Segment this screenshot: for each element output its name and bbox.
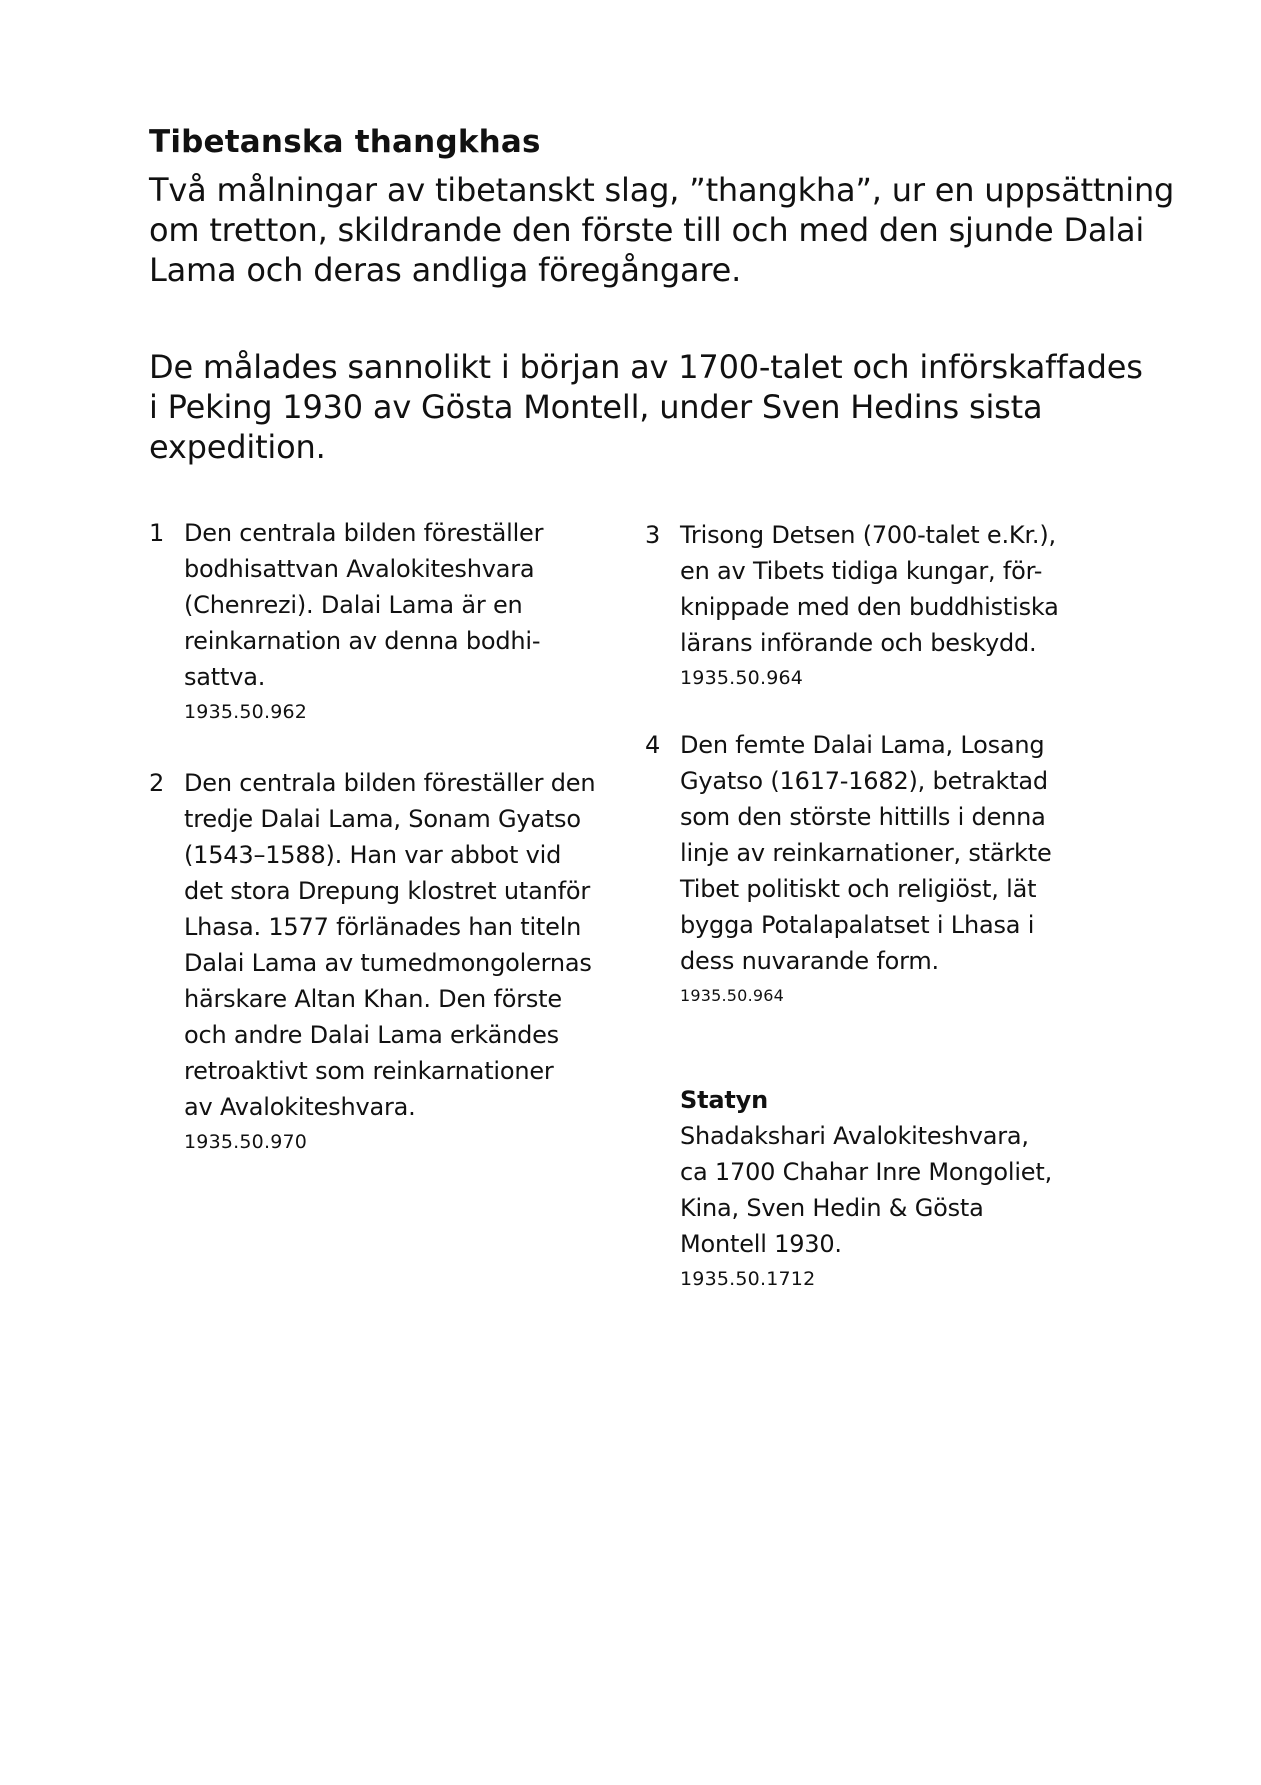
statue-line: Kina, Sven Hedin & Gösta: [680, 1194, 984, 1222]
item-line: Dalai Lama av tumedmongolernas: [184, 949, 592, 977]
item-line: Trisong Detsen (700-talet e.Kr.),: [680, 521, 1056, 549]
item-number: 1: [149, 519, 165, 547]
item-text: [184, 515, 543, 729]
catalog-number: 1935.50.964: [680, 986, 784, 1005]
item-line: retroaktivt som reinkarnationer: [184, 1057, 554, 1085]
item-3: [645, 517, 1125, 697]
item-number: 3: [645, 521, 661, 549]
intro-line: De målades sannolikt i början av 1700-talet och införskaffades: [149, 348, 1143, 386]
item-line: linje av reinkarnationer, stärkte: [680, 839, 1052, 867]
item-line: en av Tibets tidiga kungar, för-: [680, 557, 1043, 585]
item-line: det stora Drepung klostret utanför: [184, 877, 590, 905]
catalog-number: 1935.50.970: [184, 1131, 308, 1153]
statue-line: ca 1700 Chahar Inre Mongoliet,: [680, 1158, 1053, 1186]
intro-line: om tretton, skildrande den förste till och med den sjunde Dalai: [149, 211, 1145, 249]
intro-line: Lama och deras andliga föregångare.: [149, 251, 742, 289]
item-line: Gyatso (1617-1682), betraktad: [680, 767, 1048, 795]
item-line: dess nuvarande form.: [680, 947, 939, 975]
item-1: [149, 515, 629, 725]
intro-paragraph-1: [149, 170, 1175, 290]
item-line: Lhasa. 1577 förlänades han titeln: [184, 913, 582, 941]
item-line: Den centrala bilden föreställer den: [184, 769, 596, 797]
statue-heading: Statyn: [680, 1086, 768, 1114]
intro-paragraph-2: [149, 347, 1143, 467]
item-line: bodhisattvan Avalokiteshvara: [184, 555, 535, 583]
item-line: lärans införande och beskydd.: [680, 629, 1037, 657]
item-text: [680, 517, 1059, 695]
item-2: [149, 765, 629, 1165]
intro-line: expedition.: [149, 428, 326, 466]
item-line: av Avalokiteshvara.: [184, 1093, 416, 1121]
statue-line: Shadakshari Avalokiteshvara,: [680, 1122, 1029, 1150]
item-line: (1543–1588). Han var abbot vid: [184, 841, 562, 869]
item-line: Den femte Dalai Lama, Losang: [680, 731, 1045, 759]
statue-line: Montell 1930.: [680, 1230, 842, 1258]
item-line: reinkarnation av denna bodhi-: [184, 627, 541, 655]
catalog-number: 1935.50.962: [184, 701, 308, 723]
item-line: bygga Potalapalatset i Lhasa i: [680, 911, 1035, 939]
catalog-number: 1935.50.1712: [680, 1268, 816, 1290]
item-line: och andre Dalai Lama erkändes: [184, 1021, 559, 1049]
item-line: tredje Dalai Lama, Sonam Gyatso: [184, 805, 581, 833]
item-line: knippade med den buddhistiska: [680, 593, 1059, 621]
item-line: sattva.: [184, 663, 266, 691]
item-text: [680, 727, 1052, 1013]
item-line: härskare Altan Khan. Den förste: [184, 985, 562, 1013]
item-line: (Chenrezi). Dalai Lama är en: [184, 591, 523, 619]
intro-line: i Peking 1930 av Gösta Montell, under Sven Hedins sista: [149, 388, 1043, 426]
item-line: Tibet politiskt och religiöst, lät: [680, 875, 1037, 903]
intro-line: Två målningar av tibetanskt slag, ”thangkha”, ur en uppsättning: [149, 171, 1175, 209]
item-4: [645, 727, 1125, 1017]
catalog-number: 1935.50.964: [680, 667, 804, 689]
item-line: som den störste hittills i denna: [680, 803, 1046, 831]
item-number: 2: [149, 769, 165, 797]
document-title: Tibetanska thangkhas: [149, 124, 541, 160]
statue-section: [680, 1082, 1052, 1296]
item-line: Den centrala bilden föreställer: [184, 519, 544, 547]
item-text: [184, 765, 595, 1159]
item-number: 4: [645, 731, 661, 759]
